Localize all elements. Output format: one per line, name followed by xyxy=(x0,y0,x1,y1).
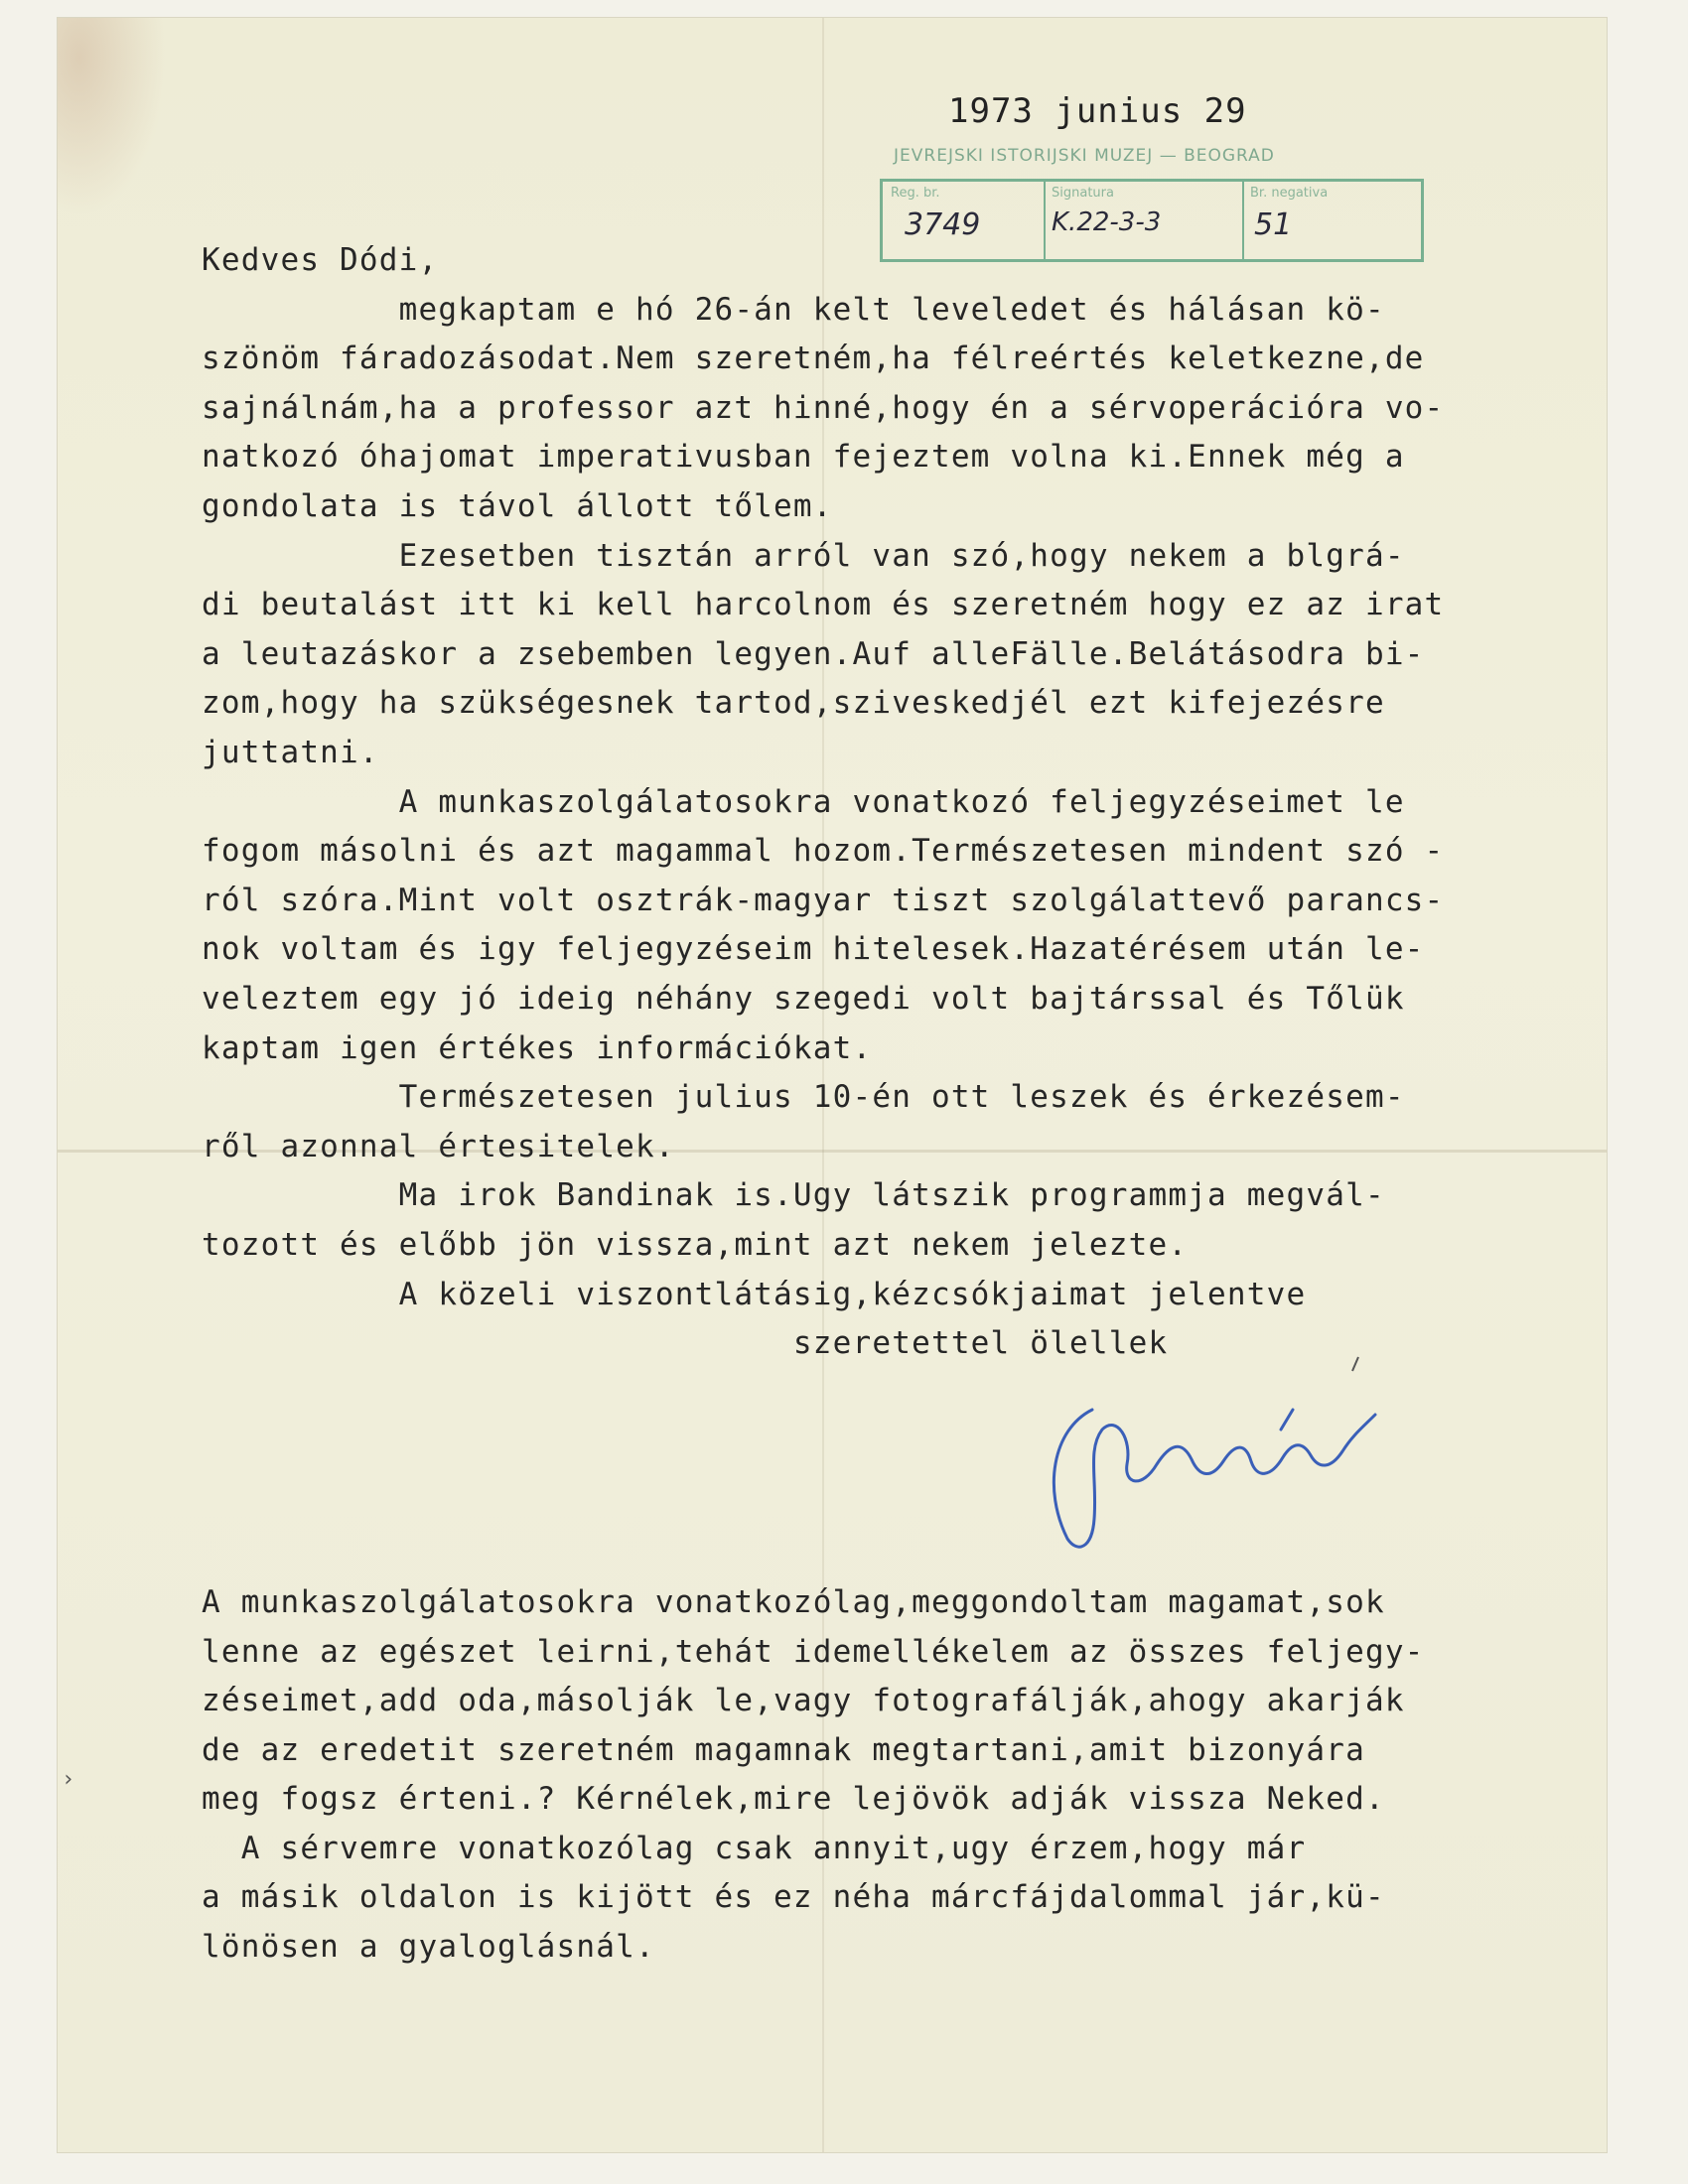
letter-line: Kedves Dódi, xyxy=(202,242,439,278)
letter-line: A munkaszolgálatosokra vonatkozó feljegyzéseimet le xyxy=(202,783,1405,820)
letter-line: tozott és előbb jön vissza,mint azt nekem jelezte. xyxy=(202,1227,1189,1263)
postscript-line: A sérvemre vonatkozólag csak annyit,ugy érzem,hogy már xyxy=(202,1830,1307,1866)
postscript-line: A munkaszolgálatosokra vonatkozólag,meggondoltam magamat,sok xyxy=(202,1584,1385,1620)
stamp-neg-label: Br. negativa xyxy=(1250,186,1329,201)
letter-line: fogom másolni és azt magammal hozom.Természetesen mindent szó - xyxy=(202,833,1445,870)
letter-line: sajnálnám,ha a professor azt hinné,hogy én a sérvoperációra vo- xyxy=(202,389,1445,426)
letter-line: szeretettel ölellek xyxy=(202,1325,1169,1362)
letter-line: zom,hogy ha szükségesnek tartod,sziveskedjél ezt kifejezésre xyxy=(202,685,1385,722)
letter-line: di beutalást itt ki kell harcolnom és szeretném hogy ez az irat xyxy=(202,587,1445,623)
postscript-line: zéseimet,add oda,másolják le,vagy fotografálják,ahogy akarják xyxy=(202,1683,1405,1718)
letter-line: kaptam igen értékes információkat. xyxy=(202,1029,873,1066)
letter-line: szönöm fáradozásodat.Nem szeretném,ha félreértés keletkezne,de xyxy=(202,341,1425,377)
museum-stamp-title: JEVREJSKI ISTORIJSKI MUZEJ — BEOGRAD xyxy=(894,146,1275,166)
stamp-reg-label: Reg. br. xyxy=(891,186,940,201)
postscript-line: de az eredetit szeretném magamnak megtartani,amit bizonyára xyxy=(202,1731,1365,1768)
stamp-reg-value: 3749 xyxy=(905,207,981,242)
stamp-cell-reg xyxy=(883,182,1046,259)
letter-line: juttatni. xyxy=(202,735,379,770)
letter-line: gondolata is távol állott tőlem. xyxy=(202,488,833,524)
letter-line: nok voltam és igy feljegyzéseim hitelesek.Hazatérésem után le- xyxy=(202,931,1425,968)
handwritten-signature xyxy=(1033,1370,1450,1569)
stamp-cell-negativ xyxy=(1242,182,1419,259)
letter-line: ról szóra.Mint volt osztrák-magyar tiszt szolgálattevő parancs- xyxy=(202,882,1445,918)
margin-mark: › xyxy=(62,1767,75,1792)
letter-line: veleztem egy jó ideig néhány szegedi volt bajtárssal és Tőlük xyxy=(202,981,1405,1017)
postscript-line: lenne az egészet leirni,tehát idemellékelem az összes feljegy- xyxy=(202,1633,1425,1670)
letter-line: natkozó óhajomat imperativusban fejeztem volna ki.Ennek még a xyxy=(202,439,1405,476)
paper-stain xyxy=(58,18,167,216)
letter-line: Ma irok Bandinak is.Ugy látszik programmja megvál- xyxy=(202,1177,1385,1214)
letter-line: megkaptam e hó 26-án kelt leveledet és hálásan kö- xyxy=(202,291,1385,328)
postscript-line: lönösen a gyaloglásnál. xyxy=(202,1928,655,1965)
museum-stamp xyxy=(880,179,1424,262)
stamp-cell-signatura xyxy=(1044,182,1244,259)
postscript-line: meg fogsz érteni.? Kérnélek,mire lejövök adják vissza Neked. xyxy=(202,1781,1385,1817)
letter-line: A közeli viszontlátásig,kézcsókjaimat jelentve xyxy=(202,1276,1307,1312)
stamp-sign-label: Signatura xyxy=(1052,186,1114,201)
stamp-neg-value: 51 xyxy=(1254,207,1293,242)
letter-date: 1973 junius 29 xyxy=(948,91,1247,131)
stamp-sign-value: K.22-3-3 xyxy=(1052,207,1162,237)
letter-line: Ezesetben tisztán arról van szó,hogy nekem a blgrá- xyxy=(202,537,1405,574)
postscript-line: a másik oldalon is kijött és ez néha márcfájdalommal jár,kü- xyxy=(202,1879,1385,1915)
letter-line: a leutazáskor a zsebemben legyen.Auf alleFälle.Belátásodra bi- xyxy=(202,635,1425,672)
letter-line: ről azonnal értesitelek. xyxy=(202,1128,675,1164)
letter-line: Természetesen julius 10-én ott leszek és érkezésem- xyxy=(202,1079,1405,1116)
